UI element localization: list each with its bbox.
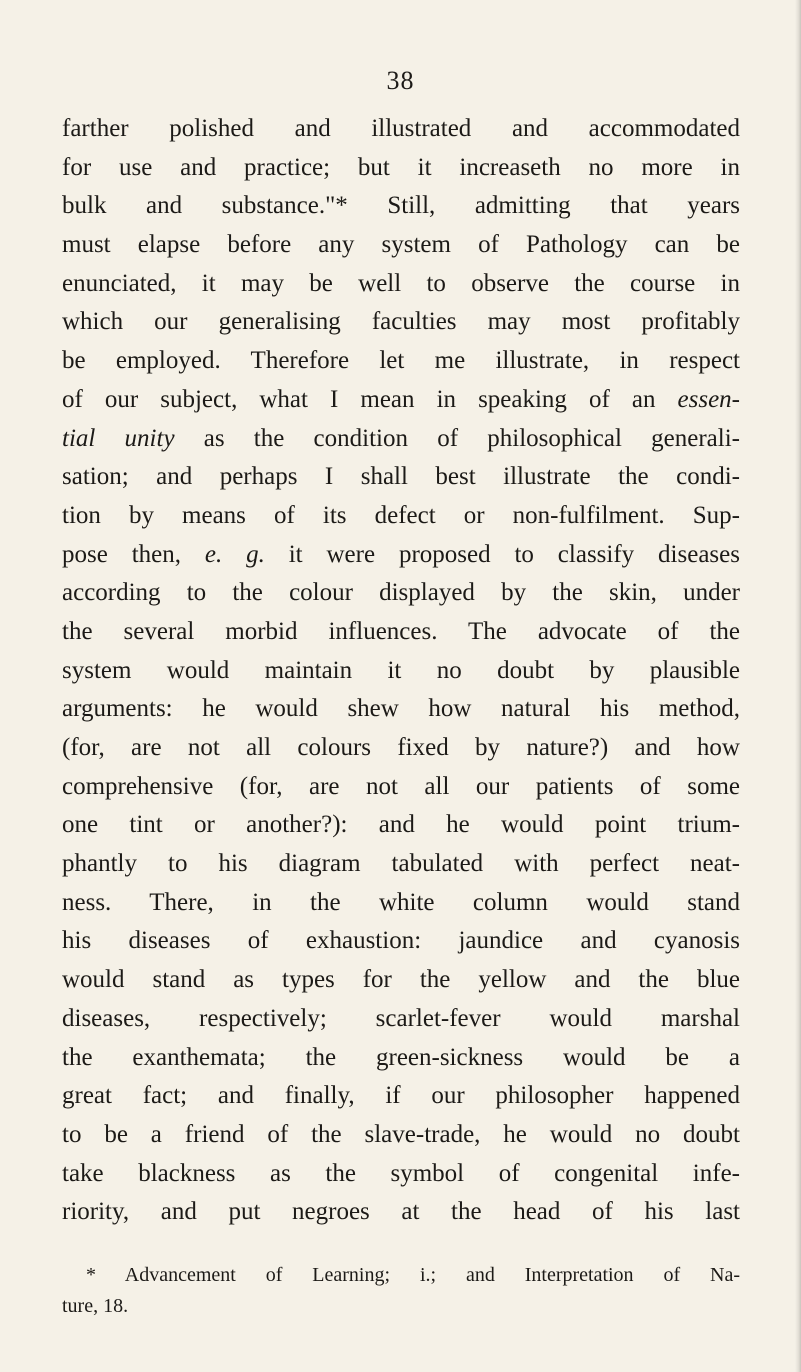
page-number: 38 (386, 66, 415, 95)
text-line: enunciated, it may be well to observe the course in (62, 269, 740, 297)
text-line: one tint or another?): and he would point trium- (62, 811, 740, 839)
text-fragment: it were proposed to classify diseases (264, 540, 740, 568)
text-fragment: pose then, (62, 540, 205, 568)
footnote-line: * Advancement of Learning; i.; and Interpretation of Na- (86, 1264, 740, 1286)
italic-fragment: e. g. (204, 540, 265, 568)
text-line: the exanthemata; the green-sickness would be a (62, 1043, 740, 1071)
text-line: arguments: he would shew how natural his method, (62, 695, 740, 723)
footnote-line: ture, 18. (62, 1295, 129, 1317)
italic-fragment: essen- (677, 385, 740, 413)
text-line: system would maintain it no doubt by plausible (62, 656, 740, 684)
text-line (62, 536, 740, 575)
page-edge-shadow (795, 0, 801, 1372)
text-fragment: as the condition of philosophical generali- (174, 424, 740, 452)
italic-fragment: tial unity (62, 424, 175, 452)
text-line (62, 381, 740, 420)
text-line: diseases, respectively; scarlet-fever would marshal (62, 1004, 740, 1032)
text-line: be employed. Therefore let me illustrate, in respect (62, 347, 740, 375)
text-line: to be a friend of the slave-trade, he would no doubt (62, 1120, 740, 1148)
footnote (62, 1260, 740, 1322)
text-line: farther polished and illustrated and accommodated (62, 115, 740, 142)
text-line: great fact; and finally, if our philosopher happened (62, 1082, 740, 1110)
text-line: phantly to his diagram tabulated with perfect neat- (62, 850, 740, 878)
text-line: which our generalising faculties may most profitably (62, 308, 740, 336)
text-fragment: of our subject, what I mean in speaking of an (62, 385, 678, 413)
text-line: for use and practice; but it increaseth no more in (62, 153, 740, 181)
text-line: take blackness as the symbol of congenital infe- (62, 1159, 740, 1187)
text-line: would stand as types for the yellow and the blue (62, 966, 740, 994)
text-line: riority, and put negroes at the head of his last (62, 1198, 740, 1226)
text-line: must elapse before any system of Pathology can be (62, 231, 740, 259)
text-line: (for, are not all colours fixed by nature?) and how (62, 734, 740, 761)
text-line: tion by means of its defect or non-fulfilment. Sup- (62, 501, 740, 529)
text-line: bulk and substance."* Still, admitting that years (62, 192, 740, 220)
body-text (62, 110, 740, 1232)
text-line (62, 420, 740, 459)
text-line: according to the colour displayed by the skin, under (62, 579, 740, 607)
text-line: comprehensive (for, are not all our patients of some (62, 772, 740, 800)
text-line: his diseases of exhaustion: jaundice and cyanosis (62, 927, 740, 955)
text-line: sation; and perhaps I shall best illustrate the condi- (62, 463, 740, 491)
text-line: ness. There, in the white column would stand (62, 888, 740, 916)
text-line: the several morbid influences. The advocate of the (62, 617, 740, 645)
